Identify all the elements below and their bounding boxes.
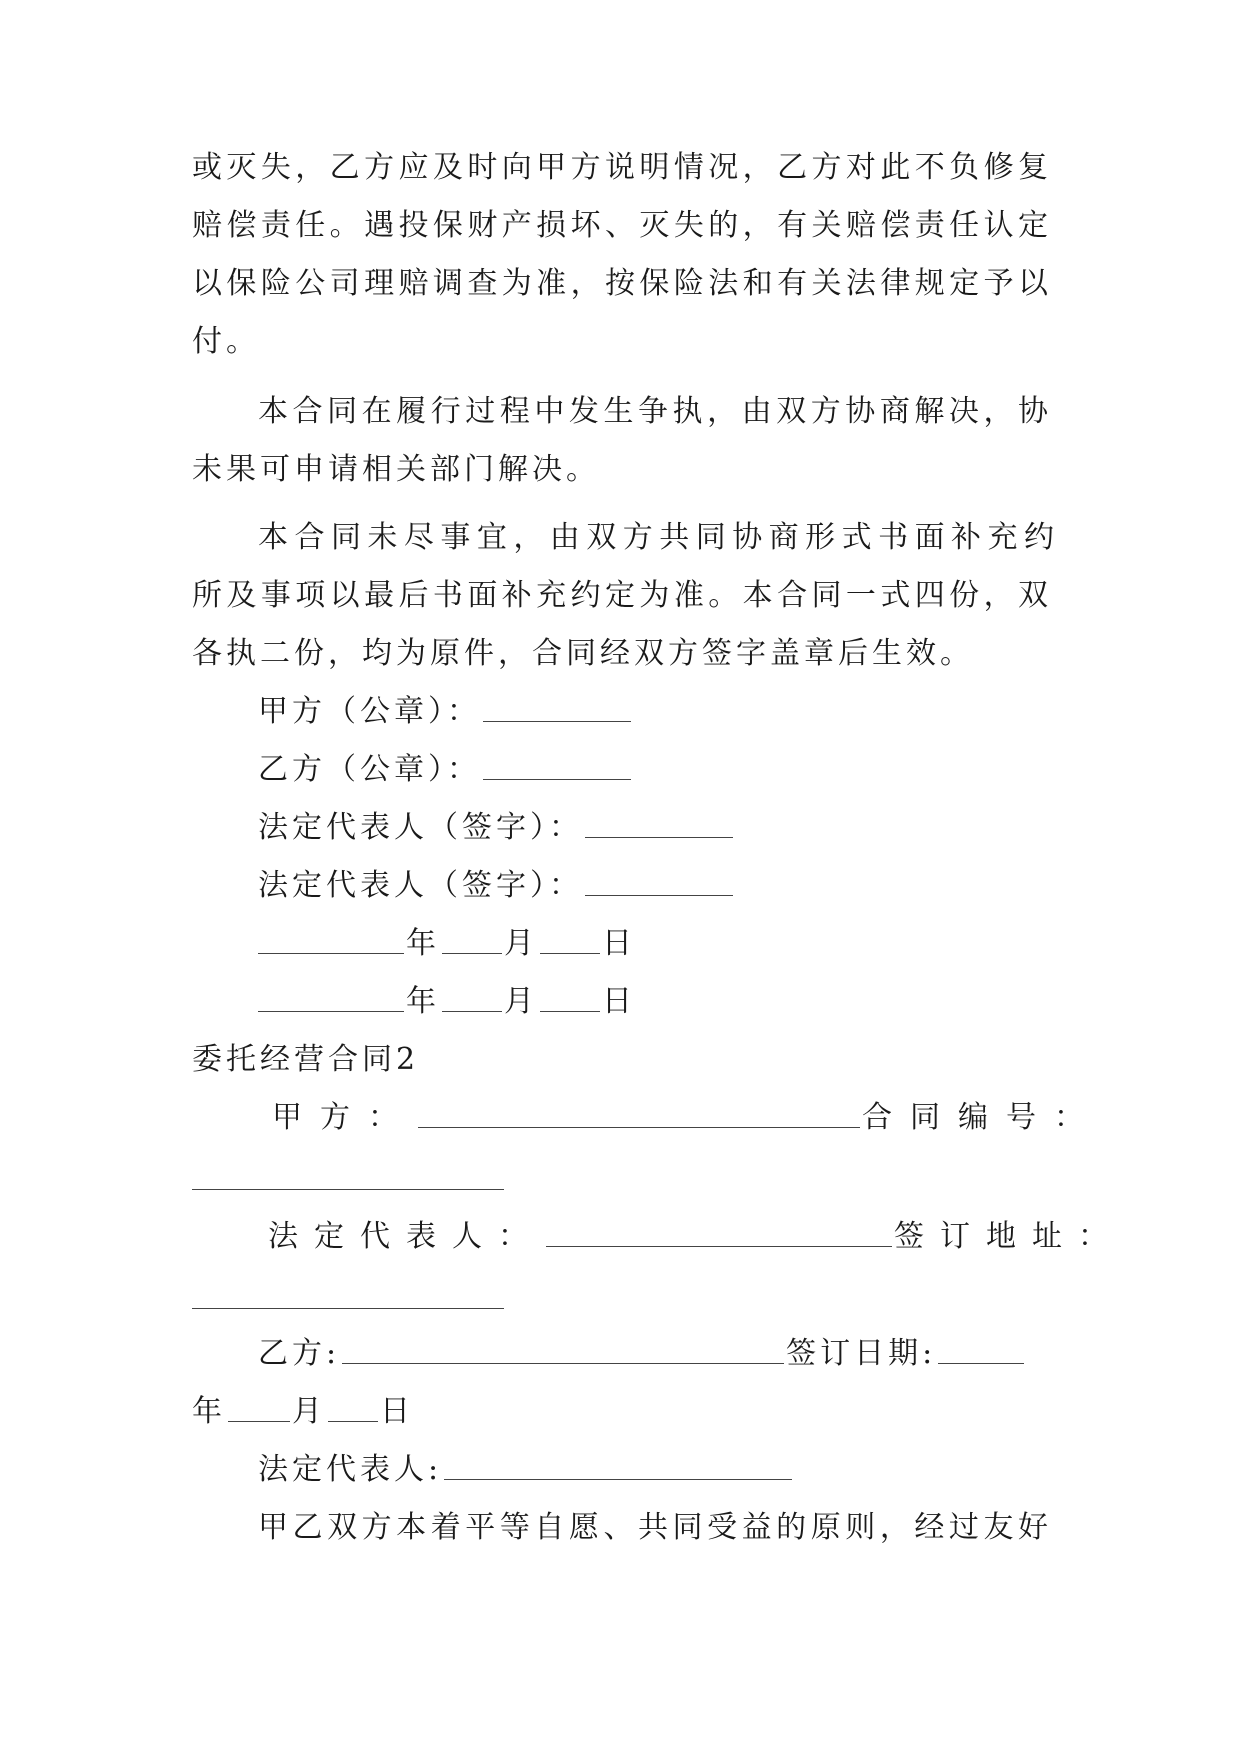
day-blank [540,915,600,954]
legal-rep-sign-line [258,799,1118,857]
year-blank [258,973,404,1012]
sign-place-blank [192,1270,504,1309]
paragraph-line: 本合同未尽事宜，由双方共同协商形式书面补充约 [258,520,1058,555]
month-label: 月 [504,984,538,1019]
date-line [258,915,1118,973]
legal-rep-line [268,1208,1124,1266]
paragraph-line: 所及事项以最后书面补充约定为准。本合同一式四份，双 [192,578,1052,613]
contract-no-label: 合同编号： [862,1100,1102,1135]
paragraph-line: 或灭失，乙方应及时向甲方说明情况，乙方对此不负修复 [192,150,1052,185]
month-label: 月 [504,926,538,961]
party-b-seal-label: 乙方（公章）： [258,752,481,787]
party-b-label: 乙方: [258,1336,341,1371]
month-blank [442,915,502,954]
contract-no-blank [192,1151,504,1190]
year-label: 年 [406,926,440,961]
party-a-seal-blank [483,683,631,722]
legal-rep-label: 法定代表人： [268,1219,544,1254]
paragraph-line: 赔偿责任。遇投保财产损坏、灭失的，有关赔偿责任认定 [192,208,1052,243]
paragraph-line: 未果可申请相关部门解决。 [192,452,600,487]
sign-place-label: 签订地址： [894,1219,1124,1254]
contract-no-blank-line [192,1151,1052,1209]
day-blank [328,1383,378,1422]
paragraph-line: 以保险公司理赔调查为准，按保险法和有关法律规定予以 [192,266,1052,301]
party-b-seal-line [258,741,1118,799]
legal-rep-blank [546,1208,892,1247]
sign-date-line [192,1383,1052,1441]
party-a-blank [418,1089,860,1128]
party-a-line [272,1089,1102,1147]
year-label: 年 [406,984,440,1019]
party-b-seal-blank [483,741,631,780]
month-blank [442,973,502,1012]
month-blank [228,1383,290,1422]
legal-rep-b-blank [444,1441,792,1480]
section-title: 委托经营合同2 [192,1042,420,1077]
legal-rep-sign-label: 法定代表人（签字）： [258,868,583,903]
paragraph-line: 各执二份，均为原件，合同经双方签字盖章后生效。 [192,636,974,671]
party-a-seal-label: 甲方（公章）： [258,694,481,729]
legal-rep-sign-line [258,857,1118,915]
party-b-line [258,1325,1118,1383]
day-blank [540,973,600,1012]
legal-rep-sign-blank [585,857,733,896]
party-b-blank [342,1325,784,1364]
party-a-seal-line [258,683,1118,741]
legal-rep-sign-blank [585,799,733,838]
sign-place-blank-line [192,1270,1052,1328]
sign-year-blank [938,1325,1024,1364]
paragraph-line: 本合同在履行过程中发生争执，由双方协商解决，协 [258,394,1052,429]
day-label: 日 [602,926,636,961]
paragraph-line: 甲乙双方本着平等自愿、共同受益的原则，经过友好 [258,1510,1052,1545]
date-line [258,973,1118,1031]
year-blank [258,915,404,954]
sign-date-label: 签订日期: [786,1336,937,1371]
paragraph-line: 付。 [192,324,260,359]
day-label: 日 [602,984,636,1019]
month-label: 月 [292,1394,326,1429]
legal-rep-b-label: 法定代表人: [258,1452,443,1487]
legal-rep-sign-label: 法定代表人（签字）： [258,810,583,845]
year-label: 年 [192,1394,226,1429]
day-label: 日 [380,1394,414,1429]
party-a-label: 甲方： [272,1100,416,1135]
legal-rep-b-line [258,1441,1118,1499]
